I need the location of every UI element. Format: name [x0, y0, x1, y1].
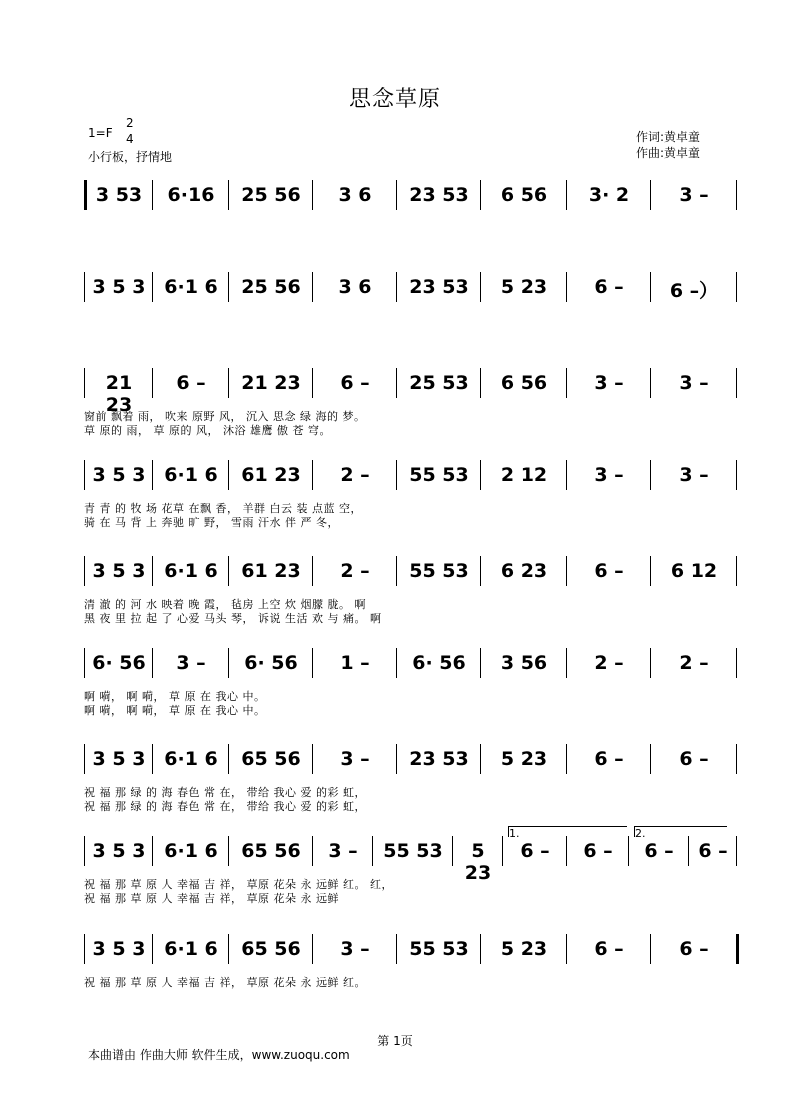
measure-notes: 3 5 3	[92, 938, 146, 960]
barline	[84, 368, 85, 398]
measure-notes: 23 53	[409, 276, 469, 298]
barline	[84, 272, 85, 302]
barline	[566, 272, 567, 302]
footer-note: 本曲谱由 作曲大师 软件生成，www.zuoqu.com	[88, 1048, 350, 1062]
barline	[312, 368, 313, 398]
measure-notes: 6·1 6	[164, 464, 218, 486]
measure-notes: 6·1 6	[164, 748, 218, 770]
measure-notes: 23 53	[409, 748, 469, 770]
barline	[650, 744, 651, 774]
measure-notes: 61 23	[241, 464, 301, 486]
barline	[650, 272, 651, 302]
barline	[736, 836, 737, 866]
barline	[628, 836, 629, 866]
barline	[566, 648, 567, 678]
measure-notes: 6 56	[500, 372, 548, 394]
measure-notes: 2 –	[594, 652, 624, 674]
measure-notes: 3 56	[500, 652, 548, 674]
measure-notes: 6 –	[594, 938, 624, 960]
barline	[84, 460, 85, 490]
barline	[480, 934, 481, 964]
barline	[152, 934, 153, 964]
measure-notes: 55 53	[383, 840, 443, 862]
measure-notes: 65 56	[241, 840, 301, 862]
measure-notes: 6· 56	[244, 652, 298, 674]
barline	[396, 934, 397, 964]
barline	[396, 744, 397, 774]
time-signature-bottom: 4	[126, 132, 134, 146]
measure-notes: 2 12	[500, 464, 548, 486]
barline	[312, 556, 313, 586]
measure-notes: 3 –	[594, 464, 624, 486]
barline	[650, 460, 651, 490]
measure-notes: 3 –	[340, 938, 370, 960]
barline	[480, 556, 481, 586]
measure-notes: 25 56	[241, 184, 301, 206]
barline	[452, 836, 453, 866]
lyric-line: 青 青 的 牧 场 花草 在飘 香， 羊群 白云 装 点蓝 空，	[84, 502, 362, 515]
barline	[650, 556, 651, 586]
barline	[480, 368, 481, 398]
barline	[396, 648, 397, 678]
measure-notes: 5 23	[500, 276, 548, 298]
barline	[650, 648, 651, 678]
barline	[566, 836, 567, 866]
barline	[84, 744, 85, 774]
barline	[480, 272, 481, 302]
measure-notes: 5 23	[464, 840, 492, 884]
barline	[228, 460, 229, 490]
measure-notes: 21 23	[241, 372, 301, 394]
lyric-line: 窗前 飘着 雨， 吹来 原野 风， 沉入 思念 绿 海的 梦。	[84, 410, 366, 423]
barline	[736, 744, 737, 774]
measure-notes: 6 –	[176, 372, 206, 394]
barline	[312, 836, 313, 866]
measure-notes: 6·1 6	[164, 560, 218, 582]
barline	[480, 460, 481, 490]
barline	[566, 368, 567, 398]
measure-notes: 6 –	[594, 560, 624, 582]
barline	[736, 934, 739, 964]
barline	[566, 934, 567, 964]
barline	[650, 180, 651, 210]
barline	[228, 744, 229, 774]
measure-notes: 61 23	[241, 560, 301, 582]
lyric-line: 清 澈 的 河 水 映着 晚 霞， 毡房 上空 炊 烟朦 胧。 啊	[84, 598, 366, 611]
measure-notes: 3 5 3	[92, 560, 146, 582]
barline	[396, 460, 397, 490]
barline	[312, 460, 313, 490]
barline	[152, 180, 153, 210]
barline	[688, 836, 689, 866]
barline	[228, 556, 229, 586]
measure-notes: 6 –	[340, 372, 370, 394]
lyric-line: 骑 在 马 背 上 奔驰 旷 野， 雪雨 汗水 伴 严 冬，	[84, 516, 339, 529]
barline	[312, 648, 313, 678]
measure-notes: 55 53	[409, 560, 469, 582]
barline	[152, 744, 153, 774]
lyric-line: 黑 夜 里 拉 起 了 心爱 马头 琴， 诉说 生活 欢 与 痛。 啊	[84, 612, 382, 625]
measure-notes: 3 5 3	[92, 464, 146, 486]
lyricist: 作词:黄卓童	[636, 130, 701, 144]
barline	[228, 180, 229, 210]
barline	[312, 272, 313, 302]
barline	[480, 648, 481, 678]
barline	[566, 460, 567, 490]
measure-notes: 6 –	[679, 938, 709, 960]
volta-bracket: 1.	[508, 826, 627, 837]
barline	[152, 460, 153, 490]
measure-notes: 3 6	[338, 184, 372, 206]
barline	[228, 272, 229, 302]
measure-notes: 3 53	[95, 184, 143, 206]
barline	[84, 180, 87, 210]
key-signature: 1=F	[88, 126, 113, 140]
measure-notes: 2 –	[679, 652, 709, 674]
barline	[566, 556, 567, 586]
measure-notes: 25 56	[241, 276, 301, 298]
composer: 作曲:黄卓童	[636, 146, 701, 160]
measure-notes: 21 23	[105, 372, 133, 416]
measure-notes: 6 –）	[669, 280, 719, 302]
time-signature-top: 2	[126, 116, 134, 130]
measure-notes: 6·16	[167, 184, 215, 206]
lyric-line: 啊 嗬， 啊 嗬， 草 原 在 我心 中。	[84, 690, 266, 703]
measure-notes: 23 53	[409, 184, 469, 206]
barline	[312, 180, 313, 210]
measure-notes: 3 –	[340, 748, 370, 770]
barline	[228, 648, 229, 678]
measure-notes: 3 5 3	[92, 840, 146, 862]
measure-notes: 25 53	[409, 372, 469, 394]
lyric-line: 祝 福 那 草 原 人 幸福 吉 祥， 草原 花朵 永 远鲜 红。 红，	[84, 878, 393, 891]
barline	[736, 368, 737, 398]
barline	[502, 836, 503, 866]
measure-notes: 3 –	[328, 840, 358, 862]
measure-notes: 6 –	[583, 840, 613, 862]
measure-notes: 6 12	[670, 560, 718, 582]
measure-notes: 6·1 6	[164, 840, 218, 862]
measure-notes: 3 –	[679, 372, 709, 394]
barline	[228, 934, 229, 964]
barline	[396, 368, 397, 398]
lyric-line: 祝 福 那 草 原 人 幸福 吉 祥， 草原 花朵 永 远鲜	[84, 892, 339, 905]
measure-notes: 55 53	[409, 464, 469, 486]
measure-notes: 6 –	[698, 840, 728, 862]
measure-notes: 1 –	[340, 652, 370, 674]
measure-notes: 2 –	[340, 560, 370, 582]
barline	[84, 836, 85, 866]
measure-notes: 3 –	[594, 372, 624, 394]
barline	[152, 836, 153, 866]
measure-notes: 6 –	[679, 748, 709, 770]
barline	[312, 744, 313, 774]
measure-notes: 6 –	[644, 840, 674, 862]
barline	[228, 836, 229, 866]
barline	[736, 556, 737, 586]
measure-notes: 6·1 6	[164, 276, 218, 298]
measure-notes: 3 5 3	[92, 276, 146, 298]
lyric-line: 草 原的 雨， 草 原的 风， 沐浴 雄鹰 傲 苍 穹。	[84, 424, 331, 437]
measure-notes: 3 –	[679, 184, 709, 206]
barline	[372, 836, 373, 866]
measure-notes: 3 –	[176, 652, 206, 674]
page-number: 第 1页	[377, 1034, 413, 1048]
measure-notes: 65 56	[241, 748, 301, 770]
barline	[566, 180, 567, 210]
measure-notes: 6·1 6	[164, 938, 218, 960]
barline	[84, 648, 85, 678]
measure-notes: 6 –	[520, 840, 550, 862]
measure-notes: 3 5 3	[92, 748, 146, 770]
barline	[736, 460, 737, 490]
measure-notes: 6 –	[594, 748, 624, 770]
barline	[84, 934, 85, 964]
barline	[396, 556, 397, 586]
measure-notes: 3 6	[338, 276, 372, 298]
barline	[312, 934, 313, 964]
measure-notes: 2 –	[340, 464, 370, 486]
barline	[152, 272, 153, 302]
barline	[480, 180, 481, 210]
barline	[650, 934, 651, 964]
barline	[736, 180, 737, 210]
measure-notes: 3 –	[679, 464, 709, 486]
barline	[566, 744, 567, 774]
measure-notes: 55 53	[409, 938, 469, 960]
measure-notes: 6 –	[594, 276, 624, 298]
lyric-line: 祝 福 那 绿 的 海 春色 常 在， 带给 我心 爱 的彩 虹，	[84, 800, 366, 813]
lyric-line: 祝 福 那 草 原 人 幸福 吉 祥， 草原 花朵 永 远鲜 红。	[84, 976, 366, 989]
barline	[152, 368, 153, 398]
lyric-line: 祝 福 那 绿 的 海 春色 常 在， 带给 我心 爱 的彩 虹，	[84, 786, 366, 799]
barline	[480, 744, 481, 774]
lyric-line: 啊 嗬， 啊 嗬， 草 原 在 我心 中。	[84, 704, 266, 717]
volta-bracket: 2.	[634, 826, 727, 837]
barline	[396, 180, 397, 210]
measure-notes: 5 23	[500, 748, 548, 770]
barline	[228, 368, 229, 398]
barline	[650, 368, 651, 398]
barline	[396, 272, 397, 302]
measure-notes: 3· 2	[588, 184, 630, 206]
barline	[152, 556, 153, 586]
page-title: 思念草原	[348, 87, 441, 112]
measure-notes: 6· 56	[92, 652, 146, 674]
barline	[84, 556, 85, 586]
barline	[152, 648, 153, 678]
barline	[736, 648, 737, 678]
measure-notes: 6 23	[500, 560, 548, 582]
measure-notes: 5 23	[500, 938, 548, 960]
measure-notes: 6· 56	[412, 652, 466, 674]
measure-notes: 65 56	[241, 938, 301, 960]
measure-notes: 6 56	[500, 184, 548, 206]
tempo-marking: 小行板，抒情地	[88, 150, 173, 164]
barline	[736, 272, 737, 302]
